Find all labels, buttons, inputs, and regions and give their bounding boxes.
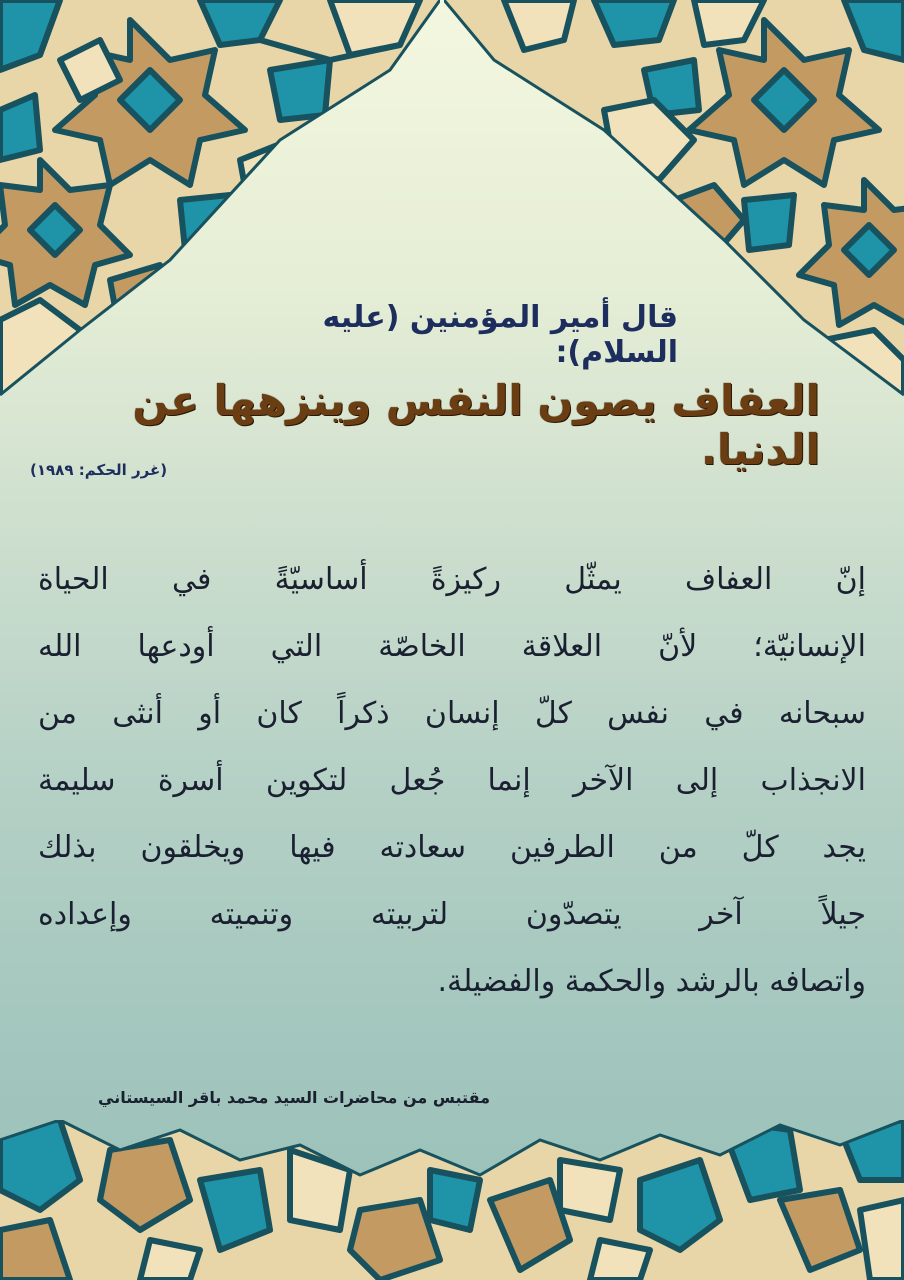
commentary-line: يجد كلّ من الطرفين سعادته فيها ويخلقون بذلك [38, 830, 866, 865]
commentary-line: الانجذاب إلى الآخر إنما جُعل لتكوين أسرة سليمة [38, 763, 866, 798]
commentary-line: الإنسانيّة؛ لأنّ العلاقة الخاصّة التي أودعها الله [38, 629, 866, 664]
quote-attribution: قال أمير المؤمنين (عليه السلام): [322, 300, 678, 370]
commentary-line: جيلاً آخر يتصدّون لتربيته وتنميته وإعداده [38, 897, 866, 932]
commentary-line: واتصافه بالرشد والحكمة والفضيلة. [437, 964, 866, 999]
source-reference: (غرر الحكم: ١٩٨٩) [30, 461, 168, 479]
commentary-line: إنّ العفاف يمثّل ركيزةً أساسيّةً في الحياة [38, 562, 866, 597]
main-quote: العفاف يصون النفس وينزهها عن الدنيا. [132, 376, 820, 474]
geometric-ornament-bottom [0, 1120, 904, 1280]
source-credit: مقتبس من محاضرات السيد محمد باقر السيستاني [98, 1088, 490, 1107]
commentary-line: سبحانه في نفس كلّ إنسان ذكراً كان أو أنثى من [38, 696, 866, 731]
commentary-paragraph [38, 546, 866, 1015]
